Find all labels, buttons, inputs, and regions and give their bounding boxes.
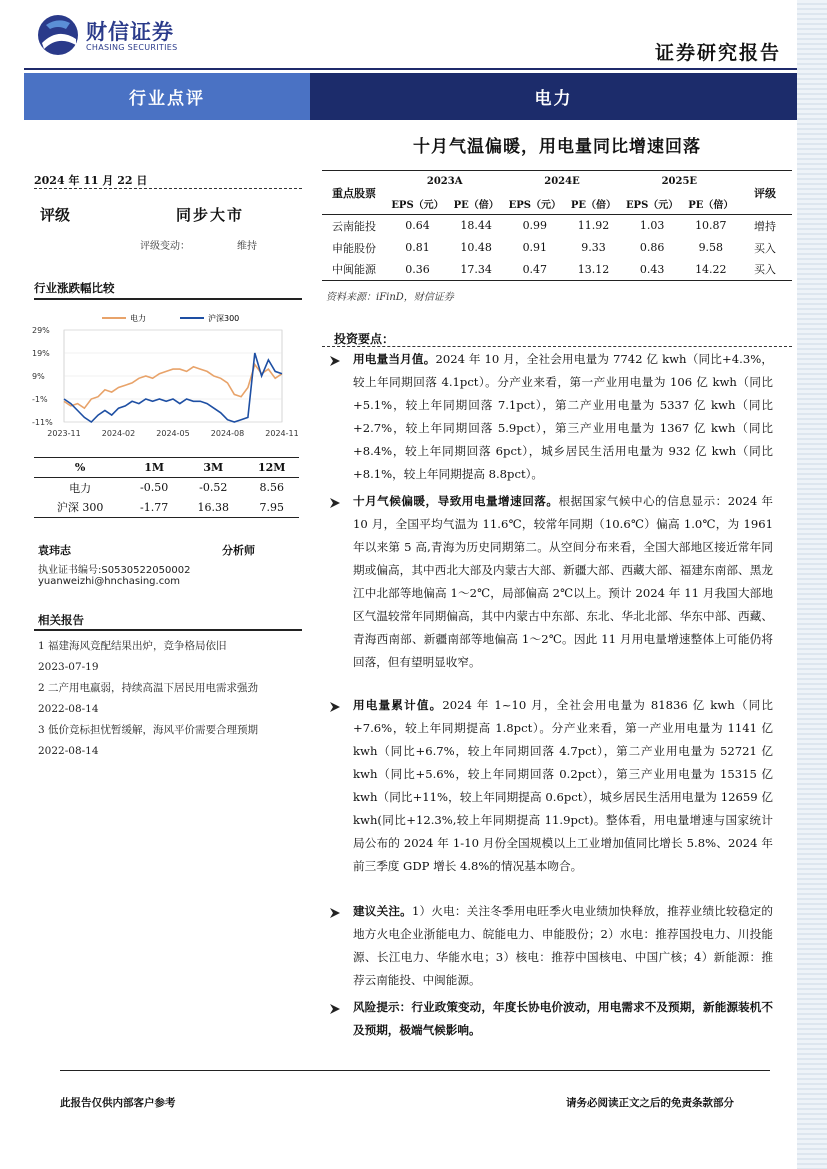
table-cell: 0.81 — [405, 241, 430, 254]
table-header-row — [322, 193, 792, 215]
investment-point — [353, 490, 773, 674]
table-cell: 18.44 — [460, 219, 492, 233]
performance-table — [34, 457, 299, 518]
related-report-title: 3 低价竞标担忧暂缓解，海风平价需要合理预期 — [38, 724, 259, 736]
table-cell: 10.48 — [460, 241, 492, 254]
divider — [34, 629, 302, 631]
analyst-title: 分析师 — [222, 544, 255, 557]
table-cell: 买入 — [754, 241, 776, 255]
x-tick-label: 2024-08 — [210, 429, 245, 438]
table-cell: 0.47 — [522, 262, 548, 276]
header-divider — [24, 68, 797, 70]
table-header: PE（倍） — [570, 199, 617, 211]
point-text: 2024 年 1~10 月，全社会用电量为 81836 亿 kwh（同比+7.6%，较上年同期提高 1.8pct）。分产业来看，第一产业用电量为 1141 亿 kwh（同比+6.7%，较上年同期回落 4.7pct），第二产业用电量为 52721 亿 kwh（同比+5.6%，较上年同期回落 0.2pct），第三产业用电量为 15315 亿 kwh（同比+11%，较上年同期提高 0.6pct），城乡居民生活用电量为 12659 亿 kwh(同比+12.3%,较上年同期提高 11.9pct)。整体看，用电量增速与国家统计局公布的 2024 年 1-10 月份全国规模以上工业增加值同比增长 5.8%、2024 年前三季度 GDP 增长 4.8%的情况基本吻合。 — [353, 698, 773, 873]
related-report-item[interactable] — [38, 720, 300, 762]
table-cell: 16.38 — [197, 500, 230, 514]
x-tick-label: 2023-11 — [47, 429, 81, 438]
legend-label-power: 电力 — [130, 314, 146, 323]
table-row — [34, 498, 299, 518]
related-report-title: 2 二产用电羸弱，持续高温下居民用电需求强劲 — [38, 682, 259, 694]
table-cell: 14.22 — [695, 262, 727, 276]
table-header: 3M — [203, 461, 224, 474]
investment-points-title: 投资要点： — [334, 332, 395, 346]
table-row — [322, 237, 792, 259]
rating-value: 同步大市 — [176, 206, 245, 224]
analyst-name: 袁玮志 — [38, 544, 71, 557]
table-header: 1M — [144, 461, 165, 474]
legend-label-hs300: 沪深300 — [208, 314, 240, 323]
x-tick-label: 2024-11 — [265, 429, 299, 438]
bullet-arrow-icon — [328, 700, 342, 714]
rating-change-label: 评级变动： — [140, 241, 190, 252]
table-cell: 7.95 — [259, 500, 284, 514]
footer-disclaimer-right: 请务必阅读正文之后的免责条款部分 — [566, 1097, 734, 1109]
table-cell: 买入 — [754, 263, 776, 277]
table-header: EPS（元） — [391, 199, 444, 211]
table-source: 资料来源：iFinD，财信证券 — [326, 292, 454, 303]
chart-title: 行业涨跌幅比较 — [34, 281, 115, 295]
table-cell: 10.87 — [695, 219, 727, 233]
table-header: 12M — [258, 461, 286, 474]
table-cell: 申能股份 — [332, 241, 376, 255]
table-cell: 8.56 — [259, 481, 284, 495]
point-text: 1）火电：关注冬季用电旺季火电业绩加快释放，推荐业绩比较稳定的地方火电企业浙能电力、皖能电力、申能股份；2）水电：推荐国投电力、川投能源、长江电力、华能水电；3）核电：推荐中国核电、中国广核；4）新能源：推荐云南能投、中闽能源。 — [353, 904, 773, 987]
table-cell: 1.03 — [639, 219, 665, 233]
table-cell: 云南能投 — [332, 219, 376, 233]
point-heading: 用电量累计值。 — [353, 698, 443, 712]
table-cell: 0.86 — [639, 241, 665, 254]
series-line-hs300 — [64, 353, 282, 422]
footer-divider — [60, 1070, 770, 1071]
analyst-cert: 执业证书编号:S0530522050002 — [38, 565, 191, 576]
related-report-item[interactable] — [38, 636, 300, 678]
x-tick-label: 2024-05 — [156, 429, 190, 438]
table-row — [34, 478, 299, 498]
related-reports-title: 相关报告 — [38, 613, 84, 627]
table-header: % — [74, 461, 86, 474]
table-header: 评级 — [754, 186, 776, 200]
investment-point — [353, 996, 773, 1042]
footer-disclaimer-left: 此报告仅供内部客户参考 — [60, 1097, 176, 1109]
table-cell: 0.64 — [405, 219, 430, 233]
point-heading: 用电量当月值。 — [353, 352, 436, 366]
table-row — [322, 215, 792, 237]
table-cell: 沪深 300 — [56, 501, 104, 515]
table-cell: 增持 — [754, 219, 776, 233]
document-type: 证券研究报告 — [654, 42, 781, 64]
table-cell: 0.99 — [522, 219, 548, 233]
bullet-arrow-icon — [328, 496, 342, 510]
table-cell: -0.50 — [140, 481, 169, 495]
related-report-item[interactable] — [38, 678, 300, 720]
table-header: 2023A — [426, 176, 463, 188]
y-tick-label: -11% — [32, 418, 53, 427]
investment-point — [353, 694, 773, 878]
table-cell: 11.92 — [577, 219, 610, 233]
table-cell: 9.58 — [698, 241, 724, 254]
table-cell: 9.33 — [581, 241, 606, 254]
company-name-en: CHASING SECURITIES — [86, 43, 178, 52]
investment-point — [353, 348, 773, 486]
table-header: EPS（元） — [508, 199, 561, 211]
table-header: PE（倍） — [453, 199, 499, 211]
table-header: 2025E — [661, 176, 698, 188]
bullet-arrow-icon — [328, 354, 342, 368]
valuation-table — [322, 170, 792, 281]
y-tick-label: 19% — [32, 349, 50, 358]
table-cell: -1.77 — [140, 500, 169, 514]
point-text: 2024 年 10 月，全社会用电量为 7742 亿 kwh（同比+4.3%，较上年同期回落 4.1pct）。分产业来看，第一产业用电量为 106 亿 kwh（同比+5.1%，较上年同期回落 7.1pct），第二产业用电量为 5337 亿 kwh（同比+2.7%，较上年同期回落 5.9pct），第三产业用电量为 1367 亿 kwh（同比+8.4%，较上年同期回落 6pct），城乡居民生活用电量为 932 亿 kwh（同比+8.1%，较上年同期提高 8.8pct）。 — [353, 352, 773, 481]
point-heading: 十月气候偏暖，导致用电量增速回落。 — [353, 494, 559, 508]
divider — [34, 298, 302, 300]
table-cell: -0.52 — [199, 481, 228, 495]
related-report-title: 1 福建海风竞配结果出炉，竞争格局依旧 — [38, 640, 227, 652]
related-report-date: 2022-08-14 — [38, 745, 99, 757]
y-tick-label: -1% — [32, 395, 48, 404]
rating-label: 评级 — [40, 206, 71, 224]
analyst-email[interactable]: yuanweizhi@hnchasing.com — [38, 576, 181, 587]
point-text: 根据国家气候中心的信息显示：2024 年 10 月，全国平均气温为 11.6℃，较常年同期（10.6℃）偏高 1.0℃，为 1961 年以来第 5 高,青海为历史同期第二。从空间分布来看，全国大部地区接近常年同期或偏高，其中西北大部及内蒙古大部、新疆大部、西藏大部、福建东南部、黑龙江中北部等地偏高 1～2℃，局部偏高 2℃以上。预计 2024 年 11 月我国大部地区气温较常年同期偏高，其中内蒙古中东部、东北、华北北部、华东中部、西藏、青海西南部、新疆南部等地偏高 1～2℃。因此 11 月用电量增速整体上可能仍将回落，但有望明显收窄。 — [353, 494, 773, 669]
investment-point — [353, 900, 773, 992]
page-title: 十月气温偏暖，用电量同比增速回落 — [413, 137, 701, 157]
divider — [322, 346, 792, 347]
table-cell: 17.34 — [460, 262, 492, 276]
table-header: EPS（元） — [625, 199, 679, 211]
table-row — [322, 259, 792, 281]
table-header: 2024E — [544, 176, 580, 188]
industry-banner: 电力 — [310, 73, 797, 120]
bullet-arrow-icon — [328, 906, 342, 920]
table-cell: 13.12 — [577, 262, 610, 276]
bullet-arrow-icon — [328, 1002, 342, 1016]
table-header-row — [34, 458, 299, 478]
related-report-date: 2022-08-14 — [38, 703, 99, 715]
report-date: 2024 年 11 月 22 日 — [34, 174, 148, 187]
report-category-banner: 行业点评 — [24, 73, 310, 120]
table-cell: 0.36 — [405, 262, 430, 276]
company-logo-icon — [36, 13, 80, 57]
point-heading: 风险提示：行业政策变动，年度长协电价波动，用电需求不及预期，新能源装机不及预期，极端气候影响。 — [353, 1000, 773, 1037]
table-cell: 中闽能源 — [332, 263, 376, 277]
table-cell: 0.43 — [639, 262, 665, 276]
point-heading: 建议关注。 — [353, 904, 412, 918]
decorative-side-stripe — [797, 0, 827, 1169]
table-cell: 电力 — [69, 481, 92, 495]
table-cell: 0.91 — [522, 241, 548, 254]
table-header-row — [322, 171, 792, 193]
related-report-date: 2023-07-19 — [38, 661, 99, 673]
y-tick-label: 29% — [32, 326, 50, 335]
table-header: PE（倍） — [688, 199, 734, 211]
performance-chart — [30, 306, 302, 446]
rating-change-value: 维持 — [237, 241, 257, 252]
table-header: 重点股票 — [332, 186, 376, 200]
company-name-cn: 财信证券 — [86, 20, 174, 44]
y-tick-label: 9% — [32, 372, 45, 381]
divider — [34, 188, 302, 189]
x-tick-label: 2024-02 — [101, 429, 136, 438]
